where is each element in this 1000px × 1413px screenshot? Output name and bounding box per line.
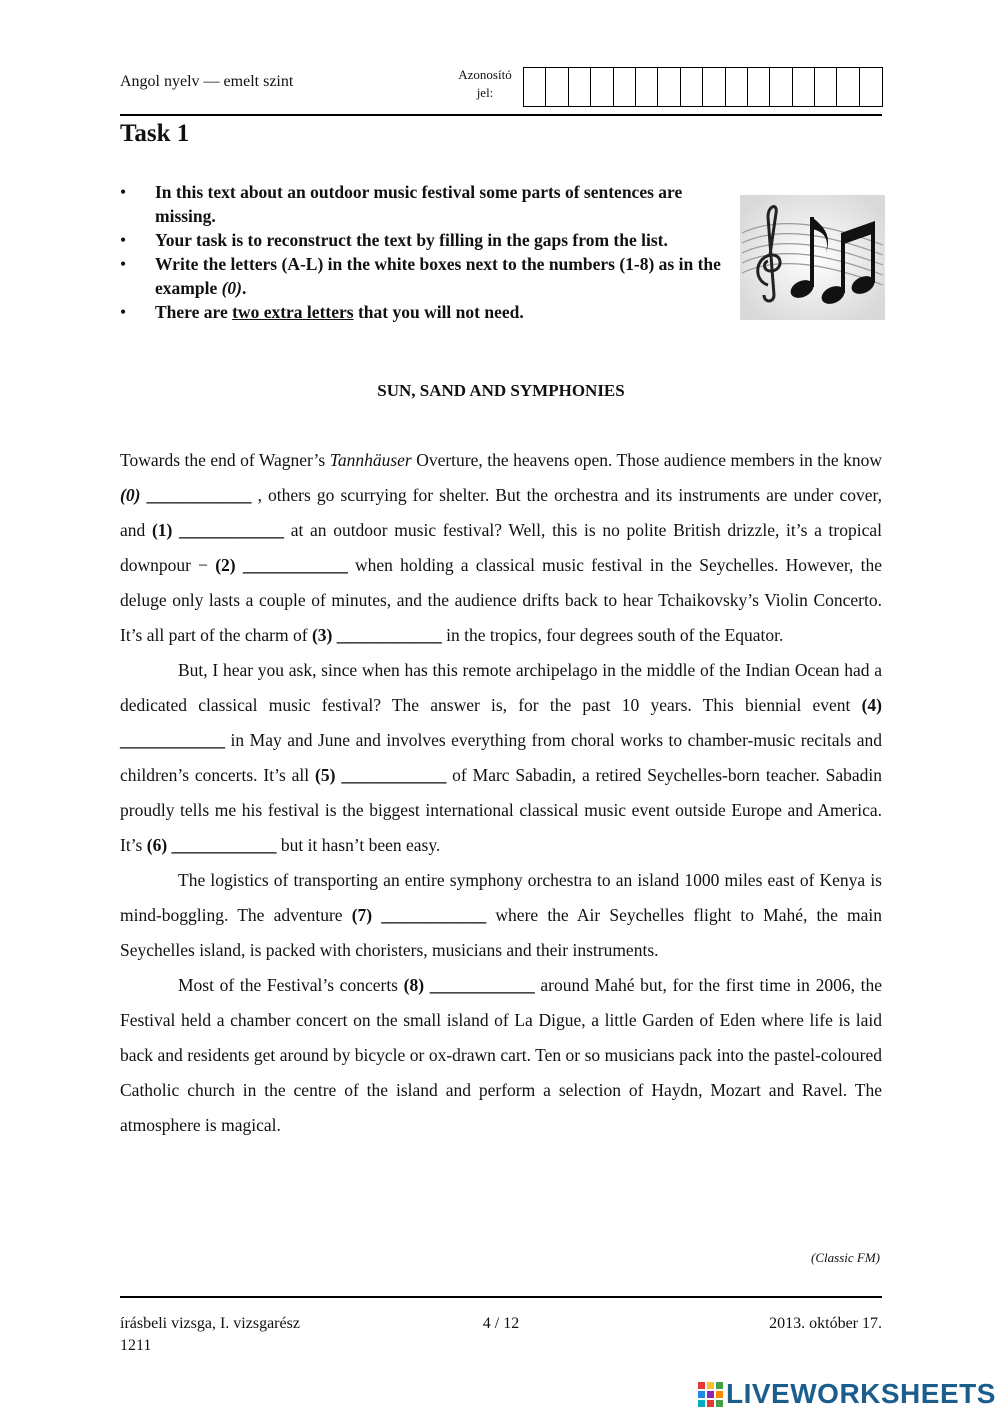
- instruction-item: • There are two extra letters that you will not need.: [120, 300, 740, 324]
- id-box[interactable]: [793, 68, 815, 106]
- id-label-line1: Azonosító: [458, 67, 512, 82]
- id-box[interactable]: [726, 68, 748, 106]
- footer-rule: [120, 1296, 882, 1298]
- brand-name: LIVEWORKSHEETS: [726, 1378, 996, 1409]
- id-box[interactable]: [703, 68, 725, 106]
- footer-exam-code: 1211: [120, 1337, 152, 1354]
- gap-6: (6) ____________: [146, 835, 277, 855]
- music-notes-icon: [740, 195, 885, 320]
- paragraph-2: But, I hear you ask, since when has this remote archipelago in the middle of the Indian Ocean had a dedicated classical music festival? The answer is, for the past 10 years. This biennial event (4) ____________ in May and June and involves everything from choral works to chamber-music recitals and children’s concerts. It’s all (5) ____________ of Marc Sabadin, a retired Seychelles-born teacher. Sabadin proudly tells me his festival is the biggest international classical music event outside Europe and America. It’s (6) ____________ but it hasn’t been easy.: [120, 660, 882, 855]
- id-box[interactable]: [569, 68, 591, 106]
- footer-date: 2013. október 17.: [769, 1315, 882, 1332]
- gap-2: (2) ____________: [215, 555, 348, 575]
- id-box[interactable]: [546, 68, 568, 106]
- gap-0: (0) ____________: [120, 485, 252, 505]
- gap-1: (1) ____________: [151, 520, 285, 540]
- id-box[interactable]: [524, 68, 546, 106]
- id-box[interactable]: [658, 68, 680, 106]
- id-label-line2: jel:: [476, 85, 494, 100]
- gap-5: (5) ____________: [315, 765, 447, 785]
- paragraph-1: Towards the end of Wagner’s Tannhäuser Overture, the heavens open. Those audience members in the know (0) ____________ , others go scurrying for shelter. But the orchestra and its instruments are under cover, and (1) ____________ at an outdoor music festival? Well, this is no polite British drizzle, it’s a tropical downpour − (2) ____________ when holding a classical music festival in the Seychelles. However, the deluge only lasts a couple of minutes, and the audience drifts back to hear Tchaikovsky’s Violin Concerto. It’s all part of the charm of (3) ____________ in the tropics, four degrees south of the Equator.: [120, 450, 883, 645]
- subject-label: Angol nyelv — emelt szint: [120, 73, 294, 90]
- header-rule: [120, 114, 882, 116]
- id-label: [435, 66, 535, 102]
- paragraph-4: Most of the Festival’s concerts (8) ____________ around Mahé but, for the first time in 2006, the Festival held a chamber concert on the small island of La Digue, a little Garden of Eden where life is laid back and residents get around by bicycle or ox-drawn cart. Ten or so musicians pack into the pastel-coloured Catholic church in the centre of the island and perform a selection of Haydn, Mozart and Ravel. The atmosphere is magical.: [120, 975, 883, 1135]
- id-box[interactable]: [636, 68, 658, 106]
- gap-3: (3) ____________: [311, 625, 442, 645]
- source-citation: (Classic FM): [811, 1250, 880, 1265]
- id-box[interactable]: [837, 68, 859, 106]
- id-box[interactable]: [591, 68, 613, 106]
- id-box[interactable]: [860, 68, 882, 106]
- gap-4: (4) ____________: [120, 695, 882, 750]
- id-box[interactable]: [770, 68, 792, 106]
- task-title: Task 1: [120, 120, 190, 147]
- instructions-list: [120, 180, 740, 324]
- instruction-item: • Your task is to reconstruct the text by filling in the gaps from the list.: [120, 228, 740, 252]
- id-box[interactable]: [815, 68, 837, 106]
- page-header: [120, 64, 882, 108]
- instruction-item: • In this text about an outdoor music festival some parts of sentences are missing.: [120, 180, 740, 228]
- text-title: SUN, SAND AND SYMPHONIES: [377, 381, 625, 400]
- gap-7: (7) ____________: [351, 905, 487, 925]
- instruction-item: • Write the letters (A-L) in the white boxes next to the numbers (1-8) as in the example (0).: [120, 252, 740, 300]
- paragraph-3: The logistics of transporting an entire symphony orchestra to an island 1000 miles east of Kenya is mind-boggling. The adventure (7) ____________ where the Air Seychelles flight to Mahé, the main Seychelles island, is packed with choristers, musicians and their instruments.: [120, 870, 883, 960]
- id-box[interactable]: [681, 68, 703, 106]
- gap-8: (8) ____________: [403, 975, 535, 995]
- footer-exam-part: írásbeli vizsga, I. vizsgarész: [120, 1315, 300, 1332]
- id-box[interactable]: [748, 68, 770, 106]
- liveworksheets-brand[interactable]: [696, 1378, 996, 1410]
- id-box[interactable]: [614, 68, 636, 106]
- page-number: 4 / 12: [482, 1315, 520, 1332]
- liveworksheets-logo-icon: [696, 1379, 726, 1409]
- article-body: [120, 443, 882, 1143]
- id-boxes: [523, 67, 883, 107]
